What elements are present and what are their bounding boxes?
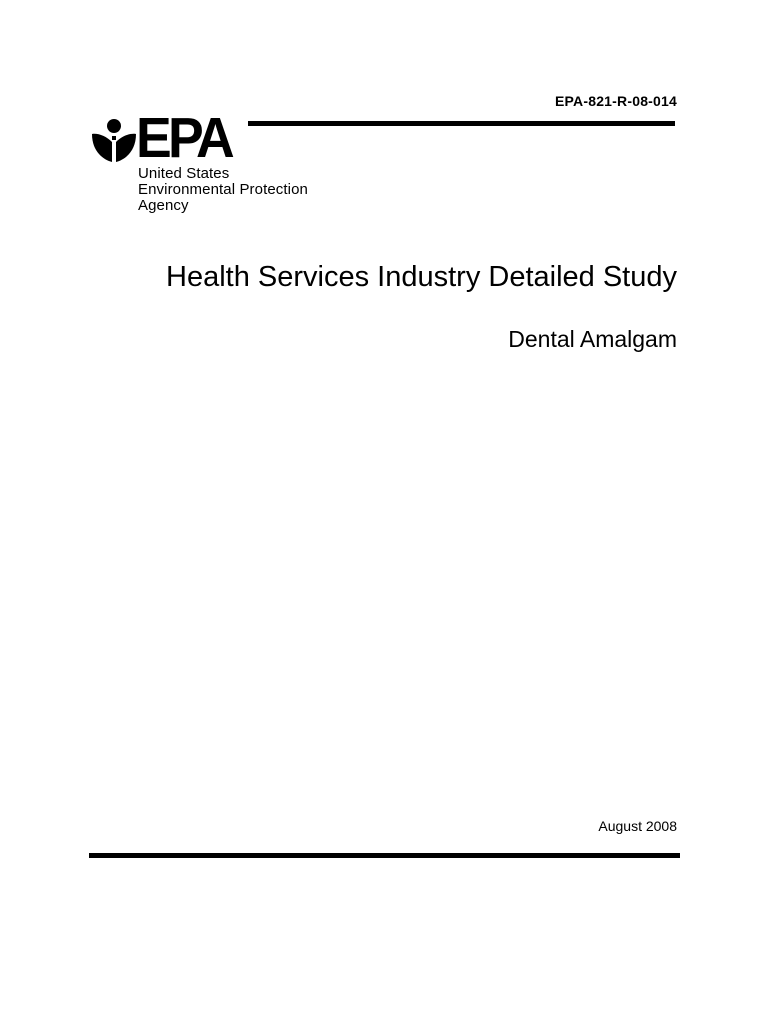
epa-flower-icon (90, 116, 138, 166)
agency-name (138, 166, 308, 214)
bottom-divider (89, 853, 680, 858)
agency-line-3: Agency (138, 197, 189, 214)
document-subtitle: Dental Amalgam (508, 326, 677, 352)
document-title: Health Services Industry Detailed Study (166, 261, 677, 293)
agency-line-2: Environmental Protection (138, 181, 308, 198)
epa-logo-letters: EPA (136, 106, 231, 170)
epa-logo (90, 106, 340, 216)
agency-line-1: United States (138, 165, 230, 182)
document-number: EPA-821-R-08-014 (555, 93, 677, 109)
publication-date: August 2008 (598, 818, 677, 834)
